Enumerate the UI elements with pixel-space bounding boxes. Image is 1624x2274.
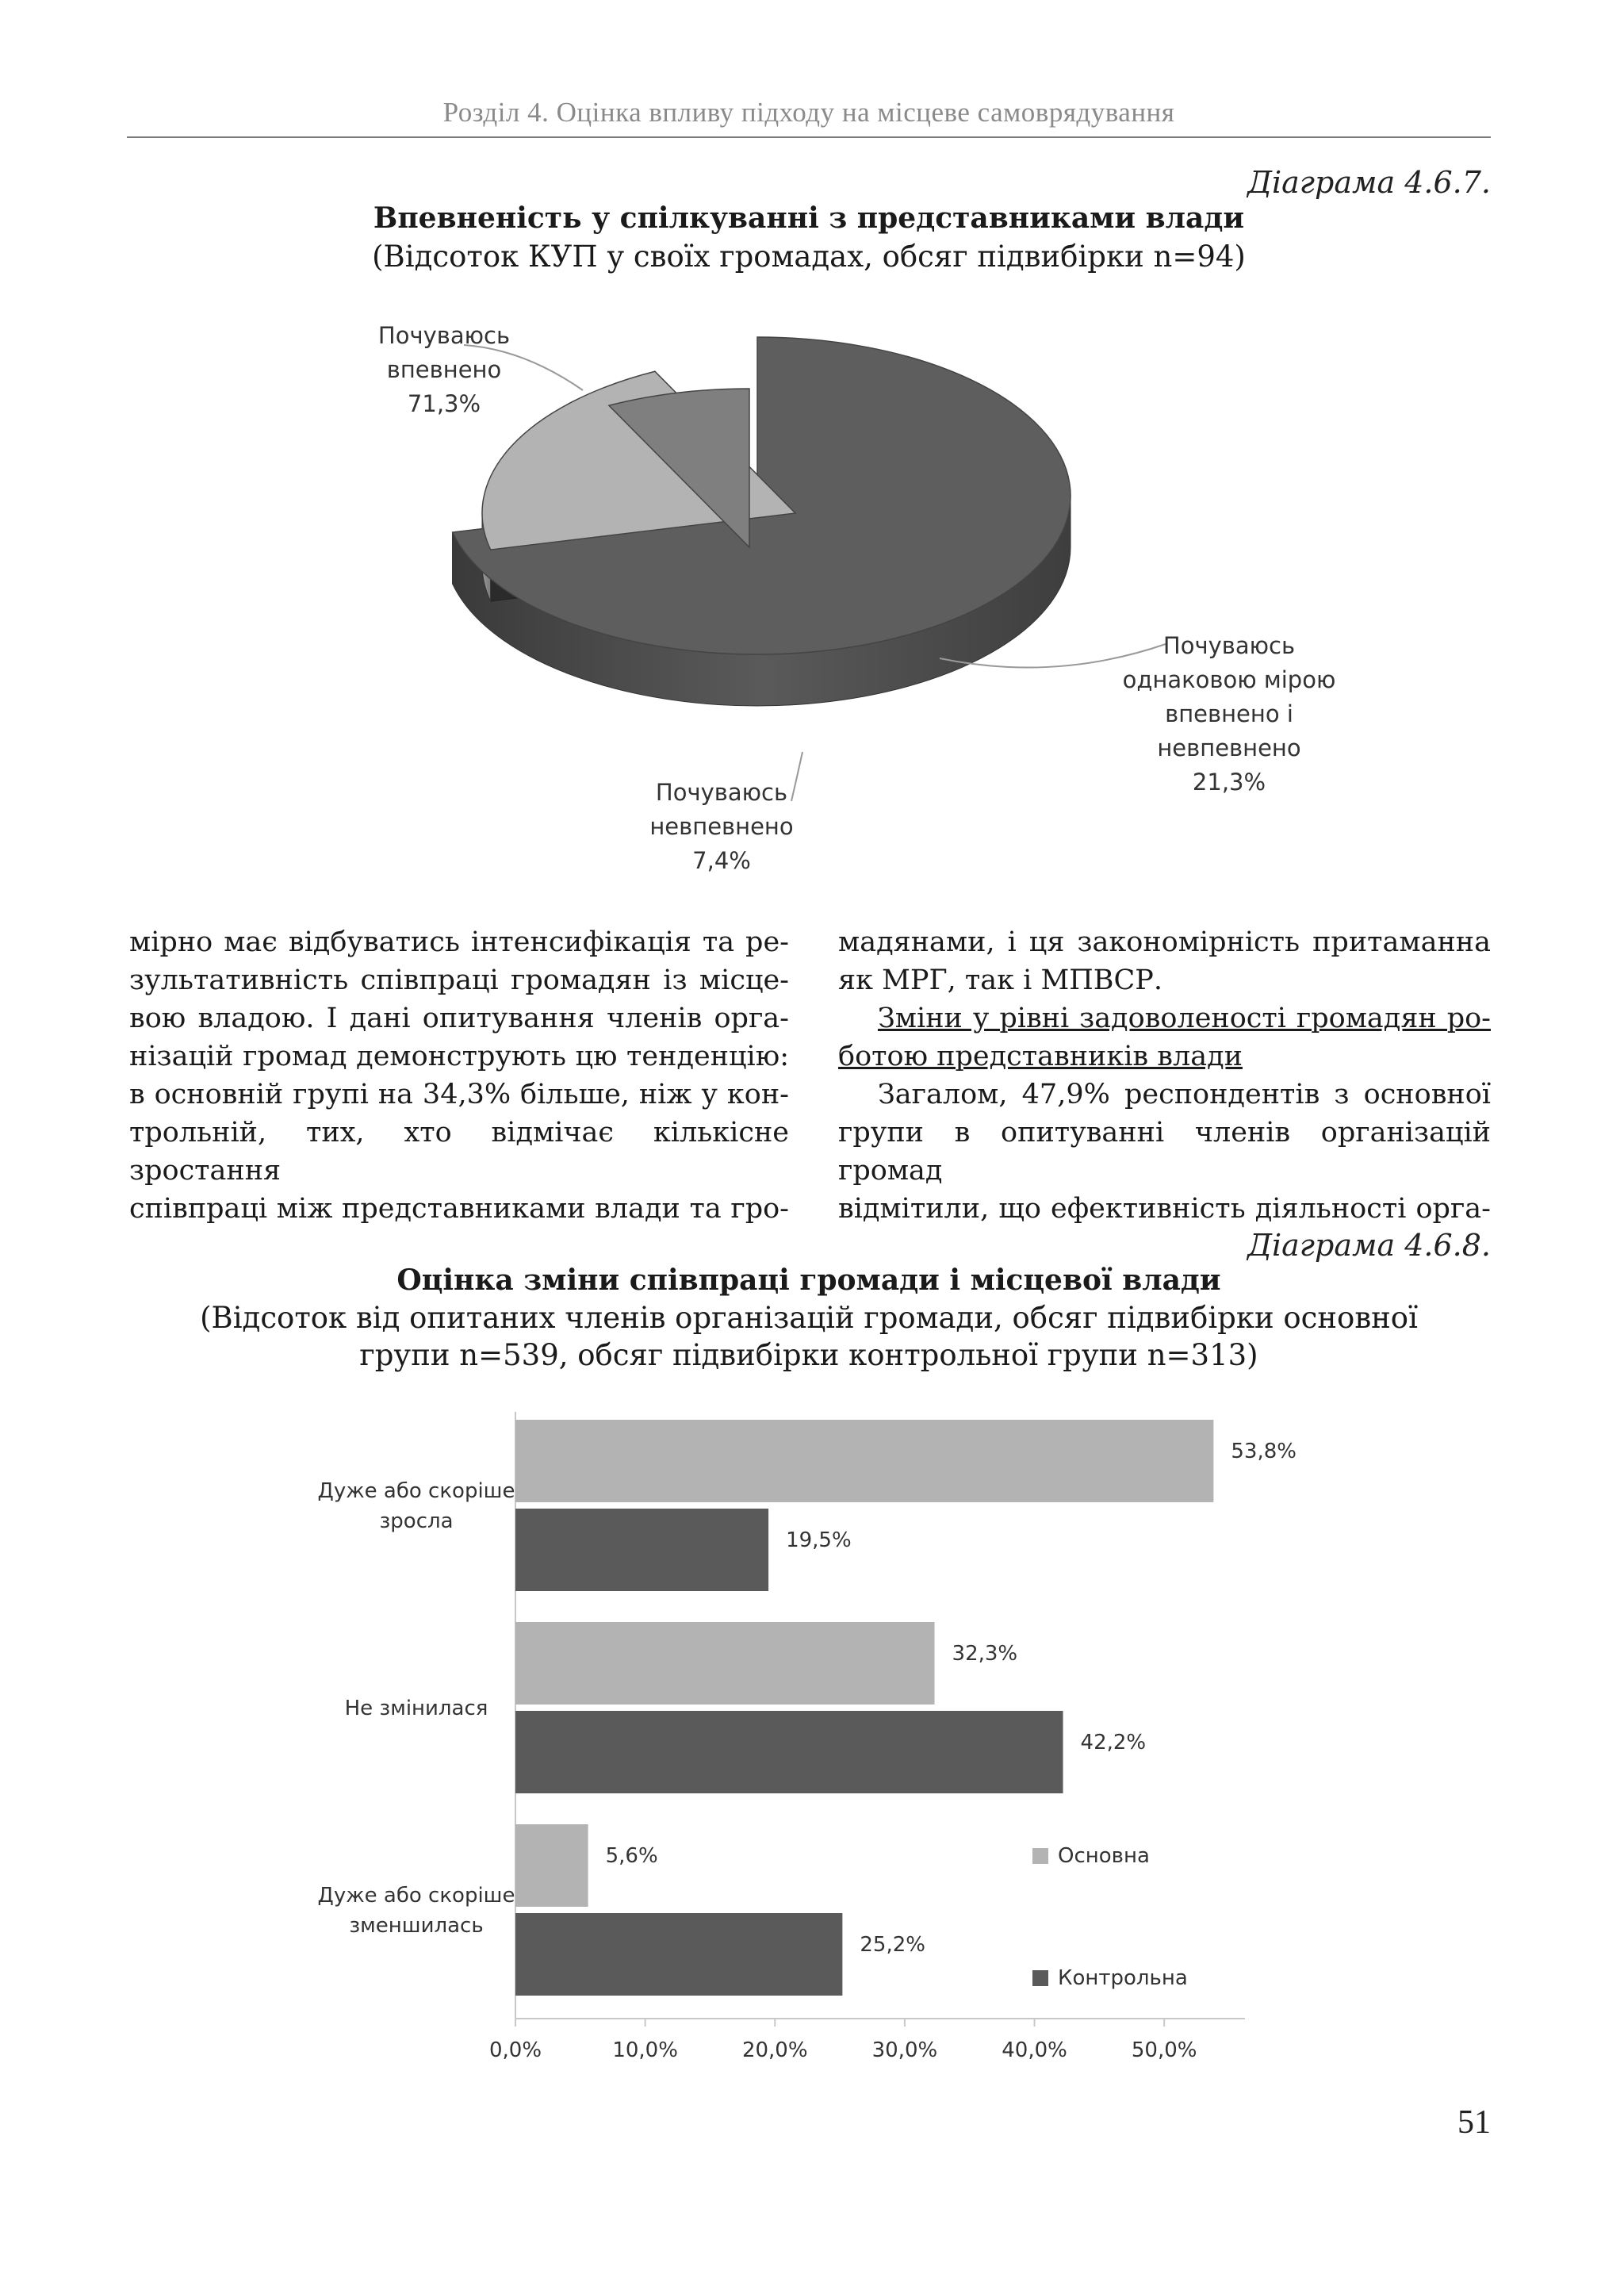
bar-Контрольна (515, 1913, 842, 1996)
pie-label-confident-value: 71,3% (407, 390, 481, 417)
pie-chart (0, 0, 1624, 888)
bar-chart (0, 1412, 1624, 2110)
bar-chart-subtitle-line1: (Відсоток від опитаних членів організацій громади, обсяг підвибірки основної (200, 1301, 1418, 1335)
section-heading-line1: Зміни у рівні задоволеності громадян ро- (878, 1003, 1491, 1034)
paragraph-line: зультативність співпраці громадян із місце- (129, 964, 789, 996)
x-tick-label: 30,0% (871, 2038, 938, 2062)
pie-label-equal-value: 21,3% (1192, 769, 1266, 796)
bar-chart-subtitle-line2: групи n=539, обсяг підвибірки контрольної групи n=313) (359, 1338, 1258, 1372)
category-label: Дуже або скоріше зросла (317, 1479, 515, 1533)
bar-value-label: 32,3% (952, 1642, 1018, 1666)
pie-label-equal-line1: Почуваюсь (1162, 632, 1296, 659)
paragraph-line: в основній групі на 34,3% більше, ніж у кон- (129, 1079, 789, 1110)
bar-Контрольна (515, 1711, 1063, 1793)
bar-Контрольна (515, 1509, 768, 1591)
paragraph-line: співпраці між представниками влади та гро- (129, 1193, 789, 1225)
paragraph-line: мадянами, і ця закономірність притаманна (838, 926, 1491, 958)
paragraph-line: вою владою. І дані опитування членів орга- (129, 1003, 789, 1034)
diagram-label-1: Діаграма 4.6.7. (1247, 165, 1491, 200)
legend-label: Контрольна (1058, 1966, 1188, 1990)
pie-label-confident-line1: Почуваюсь (377, 322, 511, 349)
bar-Основна (515, 1824, 588, 1907)
x-tick-label: 20,0% (741, 2038, 808, 2062)
legend-label: Основна (1058, 1844, 1150, 1868)
bar-chart-subtitle (159, 1299, 1459, 1374)
paragraph-line: трольній, тих, хто відмічає кількісне зростання (129, 1117, 789, 1187)
paragraph-line: групи в опитуванні членів організацій громад (838, 1117, 1491, 1187)
pie-label-equal-line2: однаковою мірою (1122, 666, 1336, 693)
x-tick-label: 10,0% (612, 2038, 678, 2062)
paragraph-line: Загалом, 47,9% респондентів з основної (878, 1079, 1491, 1110)
category-label: Дуже або скоріше зменшилась (317, 1884, 515, 1938)
text-column-left (129, 923, 789, 1228)
pie-label-unconfident-value: 7,4% (692, 847, 751, 874)
pie-label-equal (1110, 629, 1348, 800)
pie-label-equal-line4: невпевнено (1157, 734, 1301, 761)
pie-label-confident (349, 319, 539, 421)
bar-Основна (515, 1622, 935, 1705)
legend-swatch (1032, 1848, 1048, 1864)
category-label: Не змінилася (344, 1697, 488, 1720)
bar-value-label: 25,2% (860, 1933, 925, 1957)
paragraph-line: мірно має відбуватись інтенсифікація та ре- (129, 926, 789, 958)
bar-value-label: 5,6% (605, 1844, 658, 1868)
pie-chart-subtitle: (Відсоток КУП у своїх громадах, обсяг підвибірки n=94) (372, 240, 1246, 274)
x-tick-label: 50,0% (1131, 2038, 1197, 2062)
bar-value-label: 53,8% (1231, 1440, 1297, 1463)
x-tick-label: 40,0% (1002, 2038, 1067, 2062)
pie-label-equal-line3: впевнено і (1165, 700, 1293, 727)
paragraph-line: як МРГ, так і МПВСР. (838, 964, 1162, 996)
pie-label-unconfident-line1: Почуваюсь (655, 779, 788, 806)
diagram-label-2: Діаграма 4.6.8. (1247, 1228, 1491, 1263)
x-tick-label: 0,0% (488, 2038, 542, 2062)
bar-Основна (515, 1420, 1213, 1502)
pie-label-unconfident (626, 776, 817, 878)
paragraph-line: відмітили, що ефективність діяльності орга- (838, 1193, 1491, 1225)
pie-label-unconfident-line2: невпевнено (649, 813, 794, 840)
text-column-right (838, 923, 1491, 1228)
section-heading-line2: ботою представників влади (838, 1041, 1243, 1072)
pie-label-confident-line2: впевнено (386, 356, 502, 383)
running-header: Розділ 4. Оцінка впливу підходу на місцеве самоврядування (442, 97, 1175, 128)
page-number: 51 (1457, 2104, 1491, 2141)
bar-value-label: 19,5% (786, 1528, 852, 1552)
paragraph-line: нізацій громад демонструють цю тенденцію: (129, 1041, 789, 1072)
bar-chart-title: Оцінка зміни співпраці громади і місцевої влади (396, 1264, 1221, 1297)
legend-swatch (1032, 1970, 1048, 1986)
pie-chart-title: Впевненість у спілкуванні з представниками влади (373, 201, 1245, 235)
bar-value-label: 42,2% (1080, 1731, 1147, 1754)
